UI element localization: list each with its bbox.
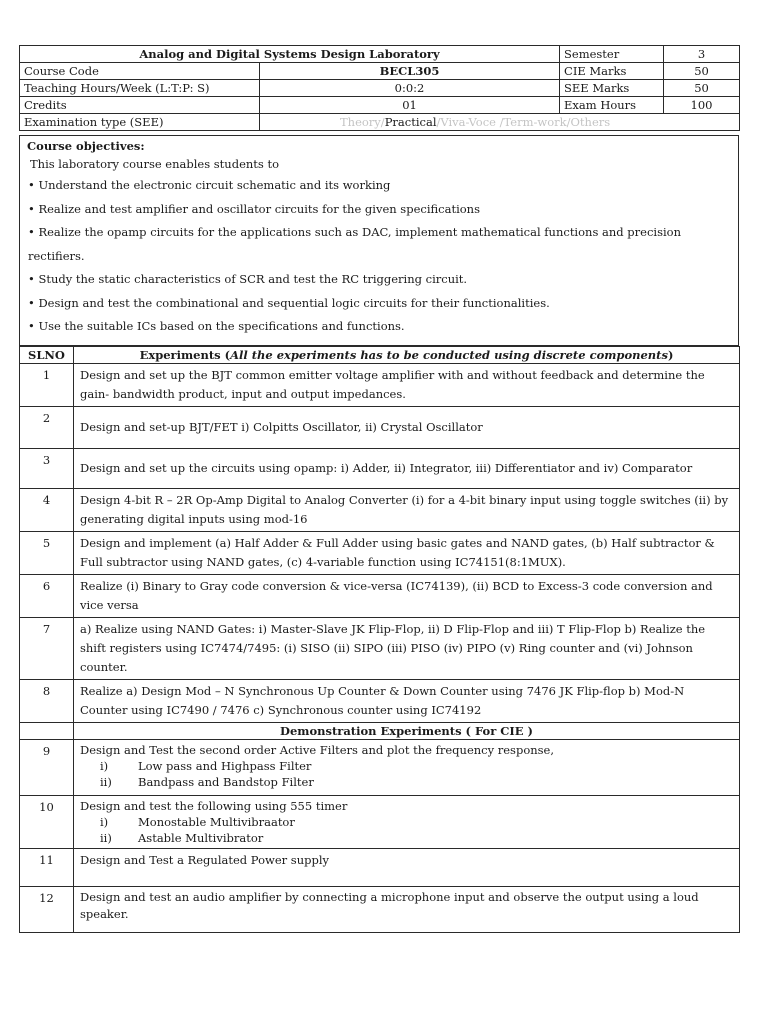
credits-row [20,97,740,114]
experiment-text: Realize (i) Binary to Gray code conversion & vice-versa (IC74139), (ii) BCD to Excess-3 code conversion and vice versa [74,575,740,618]
experiment-number: 3 [20,449,74,489]
course-code-value: BECL305 [260,63,560,80]
experiments-table [19,346,740,933]
objective-item: • Realize the opamp circuits for the applications such as DAC, implement mathematical functions and precision [28,225,681,239]
see-marks-label: SEE Marks [560,80,664,97]
course-title-row [20,46,740,63]
objective-item: • Study the static characteristics of SCR and test the RC triggering circuit. [28,272,468,286]
experiment-text: Realize a) Design Mod – N Synchronous Up Counter & Down Counter using 7476 JK Flip-flop b) Mod-N Counter using IC7490 / 7476 c) Synchronous counter using IC74192 [74,680,740,723]
exam-type-options [260,114,740,131]
objective-item-continuation: rectifiers. [28,248,85,263]
table-row [20,618,740,680]
objective-item: • Design and test the combinational and sequential logic circuits for their functionalities. [28,295,550,310]
experiment-text: Design and test the following using 555 timer i) Monostable Multivibraator ii) Astable Multivibrator [74,796,740,849]
experiments-header: Experiments (All the experiments has to be conducted using discrete components) [74,347,740,364]
objectives-intro: This laboratory course enables students to [30,157,280,171]
semester-value: 3 [664,46,740,63]
experiment-number: 12 [20,887,74,933]
see-marks-value: 50 [664,80,740,97]
table-row [20,680,740,723]
table-row [20,489,740,532]
credits-value: 01 [260,97,560,114]
objective-item: • Realize and test amplifier and oscillator circuits for the given specifications [28,201,480,216]
experiment-text: Design and Test the second order Active Filters and plot the frequency response, i) Low pass and Highpass Filter ii) Bandpass and Bandstop Filter [74,740,740,796]
slno-header: SLNO [20,347,74,364]
experiment-text: Design and implement (a) Half Adder & Full Adder using basic gates and NAND gates, (b) Half subtractor & Full subtractor using NAND gates, (c) 4-variable function using IC74151(8:1MUX). [74,532,740,575]
experiment-number: 8 [20,680,74,723]
experiment-number: 4 [20,489,74,532]
table-row [20,364,740,407]
experiment-number: 5 [20,532,74,575]
exam-type-label: Examination type (SEE) [20,114,260,131]
course-code-row [20,63,740,80]
table-row [20,849,740,887]
objective-item: • Understand the electronic circuit schematic and its working [28,178,391,192]
experiment-number: 9 [20,740,74,796]
cie-marks-label: CIE Marks [560,63,664,80]
exam-hours-value: 100 [664,97,740,114]
cie-marks-value: 50 [664,63,740,80]
experiment-text: Design and set-up BJT/FET i) Colpitts Oscillator, ii) Crystal Oscillator [74,407,740,449]
course-code-label: Course Code [20,63,260,80]
experiment-text: Design 4-bit R – 2R Op-Amp Digital to Analog Converter (i) for a 4-bit binary input using toggle switches (ii) by generating digital inputs using mod-16 [74,489,740,532]
table-row [20,407,740,449]
experiments-header-row [20,347,740,364]
exam-type-theory: Theory/ [340,114,385,129]
exam-type-practical: Practical [384,114,437,129]
table-row [20,575,740,618]
semester-label: Semester [560,46,664,63]
table-row [20,740,740,796]
experiment-text: Design and test an audio amplifier by connecting a microphone input and observe the output using a loud speaker. [74,887,740,933]
experiment-text: a) Realize using NAND Gates: i) Master-Slave JK Flip-Flop, ii) D Flip-Flop and iii) T Flip-Flop b) Realize the shift registers using IC7474/7495: (i) SISO (ii) SIPO (iii) PISO (iv) PIPO (v) Ring counter and (vi) Johnson counter. [74,618,740,680]
experiment-number: 2 [20,407,74,449]
experiment-text: Design and set up the BJT common emitter voltage amplifier with and without feedback and determine the gain- bandwidth product, input and output impedances. [74,364,740,407]
experiment-number: 10 [20,796,74,849]
course-objectives [19,135,739,346]
experiment-text: Design and Test a Regulated Power supply [74,849,740,887]
teaching-hours-row [20,80,740,97]
objective-item: • Use the suitable ICs based on the specifications and functions. [28,319,405,333]
demonstration-header-row [20,723,740,740]
exam-type-others: /Viva-Voce /Term-work/Others [436,114,611,129]
course-title: Analog and Digital Systems Design Laboratory [20,46,560,63]
exam-hours-label: Exam Hours [560,97,664,114]
table-row [20,796,740,849]
course-info-table [19,45,740,131]
table-row [20,449,740,489]
table-row [20,532,740,575]
demonstration-header: Demonstration Experiments ( For CIE ) [74,723,740,740]
experiment-number: 1 [20,364,74,407]
experiment-number: 6 [20,575,74,618]
exam-type-row [20,114,740,131]
experiment-text: Design and set up the circuits using opamp: i) Adder, ii) Integrator, iii) Differentiator and iv) Comparator [74,449,740,489]
teaching-hours-label: Teaching Hours/Week (L:T:P: S) [20,80,260,97]
objectives-title: Course objectives: [27,139,145,153]
table-row [20,887,740,933]
experiment-number: 7 [20,618,74,680]
teaching-hours-value: 0:0:2 [260,80,560,97]
experiment-number: 11 [20,849,74,887]
credits-label: Credits [20,97,260,114]
